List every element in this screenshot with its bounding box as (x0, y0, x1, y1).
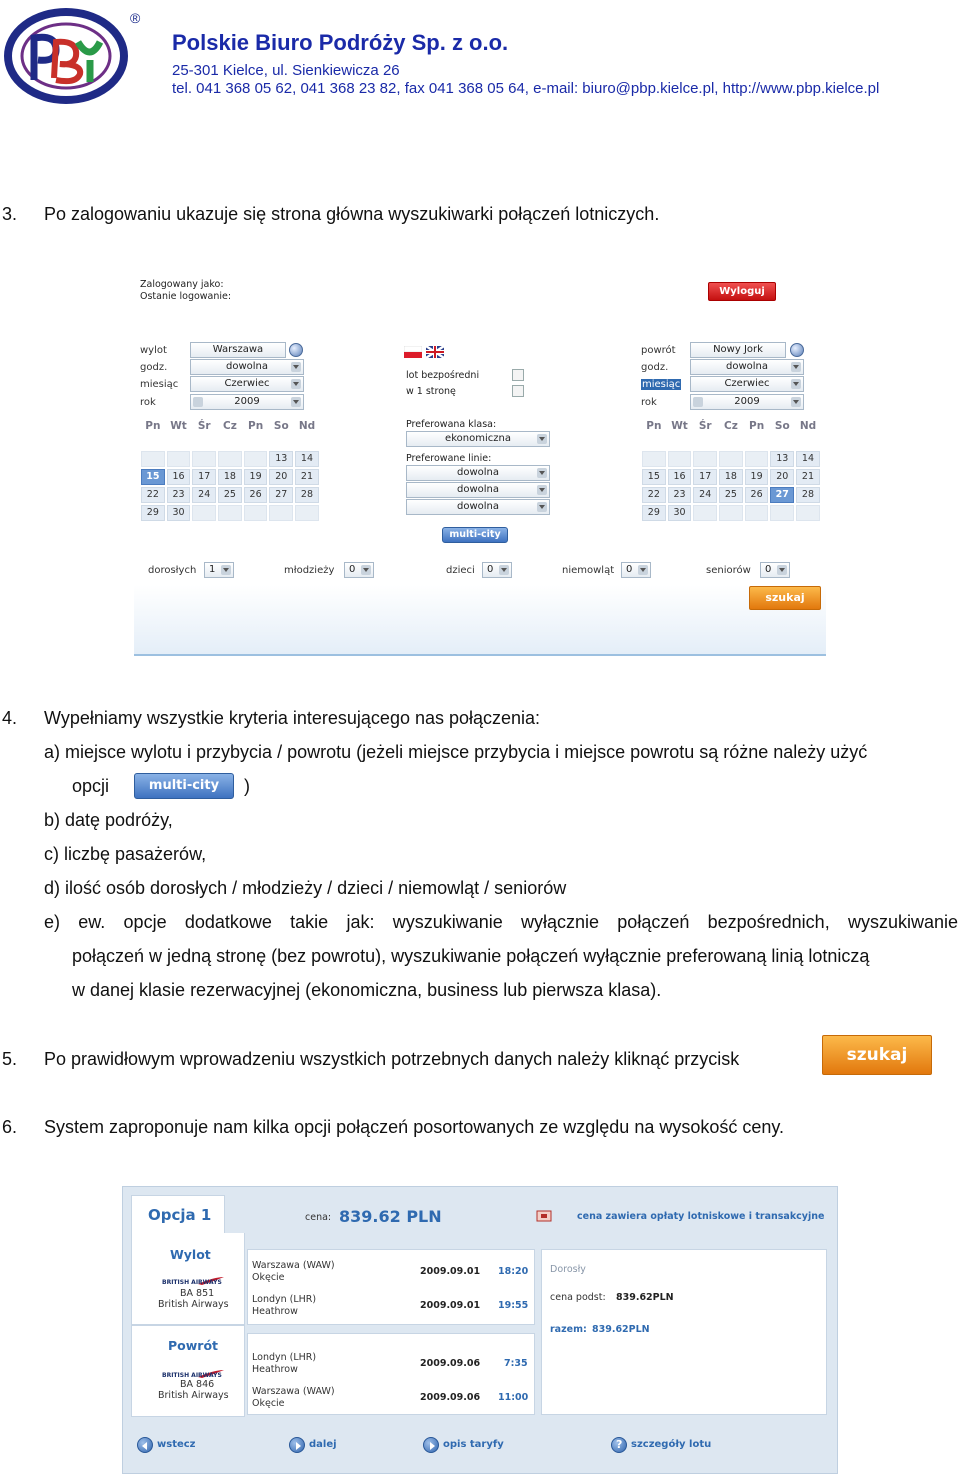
outbound-airline-panel (131, 1233, 245, 1325)
calendar-day[interactable]: 25 (719, 487, 743, 503)
total-value: 839.62PLN (592, 1324, 650, 1335)
calendar-day[interactable]: 24 (192, 487, 216, 503)
globe-icon[interactable] (790, 343, 804, 357)
logout-button[interactable]: Wyloguj (708, 282, 776, 301)
direct-flight-label: lot bezpośredni (406, 370, 480, 381)
outbound-time-select[interactable] (190, 359, 304, 375)
leg-city: Londyn (LHR) (252, 1294, 317, 1305)
calendar-day[interactable]: 20 (770, 469, 794, 485)
company-address: 25-301 Kielce, ul. Sienkiewicza 26 (172, 62, 400, 79)
calendar-day[interactable]: 18 (218, 469, 242, 485)
outbound-month-select[interactable] (190, 376, 304, 392)
chevron-left-icon[interactable] (193, 397, 203, 407)
leg-time: 11:00 (498, 1392, 529, 1403)
search-button[interactable]: szukaj (749, 586, 821, 610)
logged-as-label: Zalogowany jako: (140, 279, 224, 290)
calendar-empty-cell (295, 505, 319, 521)
outbound-time-label: godz. (140, 362, 168, 373)
calendar-empty-cell (192, 451, 216, 467)
leg-airport: Heathrow (252, 1364, 298, 1375)
class-select[interactable] (406, 431, 550, 447)
calendar-day[interactable]: 16 (668, 469, 692, 485)
adults-value: 1 (209, 564, 216, 575)
infants-value: 0 (626, 564, 633, 575)
weekday-label: Wt (170, 420, 187, 432)
chevron-down-icon (537, 434, 547, 444)
calendar-empty-cell (745, 505, 769, 521)
weekday-label: Pn (248, 420, 264, 432)
outbound-header: Wylot (170, 1247, 211, 1262)
airline-value-1: dowolna (456, 467, 499, 478)
return-time-value: dowolna (725, 361, 768, 372)
seniors-label: seniorów (706, 565, 751, 576)
outbound-time-value: dowolna (225, 361, 268, 372)
step-4-intro: Wypełniamy wszystkie kryteria interesującego nas połączenia: (44, 708, 541, 728)
leg-city: Warszawa (WAW) (252, 1386, 335, 1397)
return-month-select[interactable] (690, 376, 804, 392)
leg-date: 2009.09.01 (420, 1266, 481, 1277)
calendar-empty-cell (668, 451, 692, 467)
calendar-empty-cell (218, 451, 242, 467)
results-screenshot (122, 1186, 838, 1474)
weekday-label: So (273, 420, 289, 432)
calendar-empty-cell (693, 451, 717, 467)
calendar-day[interactable]: 23 (167, 487, 191, 503)
chevron-down-icon (537, 502, 547, 512)
return-flight-code: BA 846 (180, 1379, 215, 1390)
calendar-day[interactable]: 13 (269, 451, 293, 467)
chevron-right-icon[interactable] (791, 397, 801, 407)
svg-text:BRITISH AIRWAYS: BRITISH AIRWAYS (162, 1372, 222, 1379)
calendar-empty-cell (167, 451, 191, 467)
airline-value-2: dowolna (456, 484, 499, 495)
next-icon[interactable] (289, 1437, 305, 1453)
calendar-empty-cell (642, 451, 666, 467)
calendar-day[interactable]: 15 (141, 469, 165, 485)
leg-airport: Okęcie (252, 1272, 285, 1283)
step-4-number: 4. (2, 708, 18, 728)
return-place-label: powrót (641, 345, 676, 356)
calendar-day[interactable]: 14 (796, 451, 820, 467)
calendar-day[interactable]: 20 (269, 469, 293, 485)
return-time-select[interactable] (690, 359, 804, 375)
youth-select[interactable] (344, 562, 374, 578)
company-contact: tel. 041 368 05 62, 041 368 23 82, fax 041 368 05 64, e-mail: biuro@pbp.kielce.pl, http://www.pbp.kielce.pl (172, 80, 880, 97)
step-3-number: 3. (2, 204, 18, 224)
leg-time: 7:35 (504, 1358, 528, 1369)
step-6-text: System zaproponuje nam kilka opcji połączeń posortowanych ze względu na wysokość ceny. (44, 1117, 785, 1137)
outbound-month-label: miesiąc (140, 379, 179, 390)
calendar-day[interactable]: 27 (269, 487, 293, 503)
adults-label: dorosłych (148, 565, 197, 576)
calendar-day[interactable]: 19 (745, 469, 769, 485)
chevron-down-icon (638, 565, 648, 575)
next-link[interactable]: dalej (309, 1439, 337, 1450)
airlines-label: Preferowane linie: (406, 453, 492, 464)
calendar-empty-cell (796, 505, 820, 521)
pbp-logo (4, 4, 132, 104)
fare-info-icon[interactable] (423, 1437, 439, 1453)
calendar-day[interactable]: 28 (796, 487, 820, 503)
weekday-label: Pn (646, 420, 662, 432)
step-4-item-b: b) datę podróży, (44, 810, 173, 830)
leg-city: Londyn (LHR) (252, 1352, 317, 1363)
chevron-down-icon (221, 565, 231, 575)
calendar-empty-cell (770, 505, 794, 521)
registered-mark: ® (130, 10, 141, 26)
airline-value-3: dowolna (456, 501, 499, 512)
calendar-day[interactable]: 26 (244, 487, 268, 503)
back-link[interactable]: wstecz (157, 1439, 196, 1450)
weekday-label: Cz (723, 420, 738, 432)
weekday-label: Nd (799, 420, 817, 432)
class-label: Preferowana klasa: (406, 419, 497, 430)
airline-logo (162, 1275, 226, 1287)
return-month-value: Czerwiec (724, 378, 770, 389)
price-value: 839.62 PLN (339, 1207, 442, 1226)
weekday-label: Pn (145, 420, 161, 432)
youth-value: 0 (349, 564, 356, 575)
children-label: dzieci (446, 565, 475, 576)
children-select[interactable] (482, 562, 512, 578)
leg-time: 18:20 (498, 1266, 529, 1277)
chevron-down-icon (291, 379, 301, 389)
airline-select-1[interactable] (406, 465, 550, 481)
calendar-day[interactable]: 21 (295, 469, 319, 485)
calendar-day[interactable]: 25 (218, 487, 242, 503)
chevron-down-icon (361, 565, 371, 575)
flag-uk-icon[interactable] (426, 346, 444, 358)
price-breakdown-panel (541, 1249, 827, 1415)
one-way-label: w 1 stronę (406, 386, 456, 397)
return-year-stepper[interactable] (690, 394, 804, 410)
flight-details-link[interactable]: szczegóły lotu (631, 1439, 712, 1450)
return-year-value: 2009 (734, 396, 760, 407)
calendar-empty-cell (218, 505, 242, 521)
flag-pl-icon[interactable] (404, 346, 422, 358)
globe-icon[interactable] (289, 343, 303, 357)
base-price-value: 839.62PLN (616, 1292, 674, 1303)
infants-label: niemowląt (562, 565, 615, 576)
calendar-empty-cell (719, 505, 743, 521)
calendar-day[interactable]: 26 (745, 487, 769, 503)
calendar-day[interactable]: 14 (295, 451, 319, 467)
weekday-label: Wt (671, 420, 688, 432)
calendar-empty-cell (693, 505, 717, 521)
step-4-item-a-close: ) (244, 776, 250, 796)
chevron-down-icon (499, 565, 509, 575)
leg-date: 2009.09.01 (420, 1300, 481, 1311)
outbound-place-select[interactable]: Warszawa (190, 342, 286, 358)
calendar-day[interactable]: 17 (192, 469, 216, 485)
seniors-value: 0 (765, 564, 772, 575)
return-header: Powrót (168, 1338, 219, 1353)
weekday-label: Pn (749, 420, 765, 432)
outbound-legs-panel (247, 1249, 535, 1325)
total-label: razem: (550, 1324, 587, 1335)
chevron-down-icon (291, 362, 301, 372)
calendar-day[interactable]: 23 (668, 487, 692, 503)
calendar-day[interactable]: 18 (719, 469, 743, 485)
return-place-select[interactable]: Nowy Jork (690, 342, 786, 358)
step-3-text: Po zalogowaniu ukazuje się strona główna wyszukiwarki połączeń lotniczych. (44, 204, 660, 224)
search-button-image: szukaj (822, 1035, 932, 1075)
passenger-type: Dorosły (550, 1264, 586, 1275)
outbound-year-value: 2009 (234, 396, 260, 407)
chevron-down-icon (777, 565, 787, 575)
back-icon[interactable] (137, 1437, 153, 1453)
calendar-day[interactable]: 27 (770, 487, 794, 503)
calendar-empty-cell (269, 505, 293, 521)
leg-time: 19:55 (498, 1300, 529, 1311)
step-4-item-a: a) miejsce wylotu i przybycia / powrotu (jeżeli miejsce przybycia i miejsce powrotu są różne należy użyć (44, 742, 868, 762)
seniors-select[interactable] (760, 562, 790, 578)
calendar-empty-cell (244, 451, 268, 467)
step-4-item-e-line3: w danej klasie rezerwacyjnej (ekonomiczna, business lub pierwsza klasa). (72, 980, 662, 1000)
infants-select[interactable] (621, 562, 651, 578)
chevron-down-icon (537, 468, 547, 478)
calendar-day[interactable]: 16 (167, 469, 191, 485)
return-month-label: miesiąc (642, 379, 681, 390)
calendar-day[interactable]: 24 (693, 487, 717, 503)
outbound-flight-code: BA 851 (180, 1288, 215, 1299)
step-5-number: 5. (2, 1049, 18, 1069)
calendar-day[interactable]: 15 (642, 469, 666, 485)
calendar-empty-cell (745, 451, 769, 467)
multicity-button[interactable]: multi-city (442, 527, 508, 543)
calendar-day[interactable]: 19 (244, 469, 268, 485)
chevron-left-icon[interactable] (693, 397, 703, 407)
calendar-day[interactable]: 13 (770, 451, 794, 467)
weekday-label: So (774, 420, 790, 432)
price-info-icon (536, 1210, 552, 1222)
calendar-empty-cell (141, 451, 165, 467)
option-tab-label: Opcja 1 (148, 1206, 212, 1224)
calendar-day[interactable]: 28 (295, 487, 319, 503)
fare-description-link[interactable]: opis taryfy (443, 1439, 504, 1450)
calendar-day[interactable]: 22 (141, 487, 165, 503)
return-airline-panel (131, 1325, 245, 1417)
last-login-label: Ostanie logowanie: (140, 291, 232, 302)
step-4-item-d: d) ilość osób dorosłych / młodzieży / dzieci / niemowląt / seniorów (44, 878, 567, 898)
leg-airport: Okęcie (252, 1398, 285, 1409)
calendar-empty-cell (244, 505, 268, 521)
step-6-number: 6. (2, 1117, 18, 1137)
direct-flight-checkbox[interactable] (512, 369, 524, 381)
weekday-label: Nd (298, 420, 316, 432)
adults-select[interactable] (204, 562, 234, 578)
search-form-screenshot (134, 270, 826, 656)
weekday-label: Śr (197, 420, 211, 432)
outbound-year-stepper[interactable] (190, 394, 304, 410)
calendar-day[interactable]: 21 (796, 469, 820, 485)
calendar-day[interactable]: 29 (642, 505, 666, 521)
step-4-item-a-options: opcji (72, 776, 110, 796)
airline-select-2[interactable] (406, 482, 550, 498)
calendar-day[interactable]: 30 (668, 505, 692, 521)
class-value: ekonomiczna (445, 433, 511, 444)
fees-note: cena zawiera opłaty lotniskowe i transakcyjne (577, 1211, 825, 1222)
help-icon[interactable]: ? (611, 1437, 627, 1453)
step-5-text: Po prawidłowym wprowadzeniu wszystkich potrzebnych danych należy kliknąć przycisk (44, 1049, 740, 1069)
calendar-day[interactable]: 30 (167, 505, 191, 521)
price-label: cena: (305, 1212, 332, 1223)
one-way-checkbox[interactable] (512, 385, 524, 397)
calendar-day[interactable]: 17 (693, 469, 717, 485)
svg-text:BRITISH AIRWAYS: BRITISH AIRWAYS (162, 1279, 222, 1286)
option-tab[interactable] (131, 1195, 225, 1233)
leg-city: Warszawa (WAW) (252, 1260, 335, 1271)
outbound-calendar (140, 420, 320, 518)
leg-date: 2009.09.06 (420, 1358, 481, 1369)
return-year-label: rok (641, 397, 657, 408)
return-legs-panel (247, 1333, 535, 1415)
return-calendar (641, 420, 821, 518)
company-name: Polskie Biuro Podróży Sp. z o.o. (172, 30, 509, 55)
chevron-down-icon (791, 379, 801, 389)
weekday-label: Śr (698, 420, 712, 432)
multicity-button-image: multi-city (134, 773, 234, 799)
return-time-label: godz. (641, 362, 669, 373)
step-4-item-e-line2: połączeń w jedną stronę (bez powrotu), wyszukiwanie połączeń wyłącznie preferowaną linią lotniczą (72, 946, 870, 966)
children-value: 0 (487, 564, 494, 575)
outbound-airline-name: British Airways (158, 1299, 229, 1310)
youth-label: młodzieży (284, 565, 335, 576)
outbound-place-label: wylot (140, 345, 167, 356)
chevron-right-icon[interactable] (291, 397, 301, 407)
calendar-empty-cell (719, 451, 743, 467)
calendar-day[interactable]: 29 (141, 505, 165, 521)
chevron-down-icon (537, 485, 547, 495)
step-4-item-e: e) ew. opcje dodatkowe takie jak: wyszukiwanie wyłącznie połączeń bezpośrednich, wyszukiwanie (44, 912, 958, 932)
calendar-day[interactable]: 22 (642, 487, 666, 503)
leg-airport: Heathrow (252, 1306, 298, 1317)
calendar-empty-cell (192, 505, 216, 521)
step-4-item-c: c) liczbę pasażerów, (44, 844, 207, 864)
base-price-label: cena podst: (550, 1292, 606, 1303)
return-airline-name: British Airways (158, 1390, 229, 1401)
weekday-label: Cz (222, 420, 237, 432)
chevron-down-icon (791, 362, 801, 372)
airline-select-3[interactable] (406, 499, 550, 515)
outbound-year-label: rok (140, 397, 156, 408)
outbound-month-value: Czerwiec (224, 378, 270, 389)
leg-date: 2009.09.06 (420, 1392, 481, 1403)
